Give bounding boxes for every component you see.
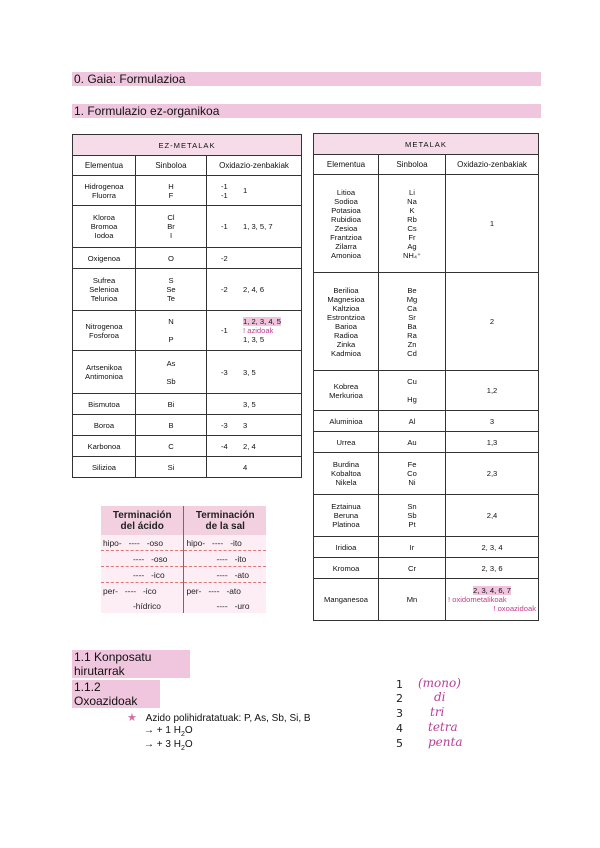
terminacion-acid-header: Terminación del ácido [101,506,184,535]
table-row [314,495,539,537]
ox-negative: -3 [221,420,228,430]
symbol-cell: Cu Hg [379,371,446,411]
symbol-cell: Ir [379,537,446,558]
symbol-cell: Bi [136,394,207,415]
sal-cell: per- ---- -ato [184,583,266,599]
ox-values: 2, 3, 4, 6, 7 [473,586,511,595]
metalak-title: METALAK [314,134,539,155]
element-cell: Litioa Sodioa Potasioa Rubidioa Zesioa Frantzioa Zilarra Amonioa [314,175,379,273]
element-cell: Bismutoa [73,394,136,415]
heading-oxoazidoak: 1.1.2 Oxoazidoak [72,680,160,708]
ox-positive: 1 [243,186,248,195]
symbol-cell: C [136,436,207,457]
table-row [73,206,302,248]
oxidation-cell [207,394,302,415]
ox-positive: 3, 5 [243,367,256,377]
element-cell: Artsenikoa Antimonioa [73,351,136,394]
note-text: ! oxoazidoak [493,604,536,613]
col-header: Elementua [314,155,379,175]
table-row [73,311,302,351]
ox-negative: -1 [221,222,228,231]
terminacion-sal-header: Terminación de la sal [184,506,266,535]
symbol-cell: As Sb [136,351,207,394]
sal-cell: hipo- ---- -ito [184,535,266,551]
element-cell: Hidrogenoa Fluorra [73,176,136,206]
col-header: Sinboloa [379,155,446,175]
symbol-cell: H F [136,176,207,206]
table-row [73,176,302,206]
ez-metalak-title: EZ-METALAK [73,135,302,156]
element-cell: Sufrea Selenioa Telurioa [73,269,136,311]
element-cell: Kobrea Merkurioa [314,371,379,411]
oxidation-cell: 2, 3, 6 [446,558,539,579]
oxidation-cell [446,579,539,621]
table-row [73,248,302,269]
ox-positive: 1, 2, 3, 4, 5 [243,317,281,326]
acid-cell: -hídrico [101,598,184,613]
heading-formulazio: 1. Formulazio ez-organikoa [72,104,541,118]
prefix-handwritten: penta [428,735,463,749]
symbol-cell: Si [136,457,207,478]
element-cell: Silizioa [73,457,136,478]
acid-cell: per- ---- -ico [101,583,184,599]
element-cell: Oxigenoa [73,248,136,269]
prefix-handwritten: di [434,690,446,704]
symbol-cell: N P [136,311,207,351]
symbol-cell: Sn Sb Pt [379,495,446,537]
col-header: Oxidazio-zenbakiak [207,156,302,176]
prefix-number: 3 [396,707,403,720]
terminacion-table [101,506,266,613]
ox-negative: -4 [221,441,228,451]
symbol-cell: Fe Co Ni [379,453,446,495]
prefix-number: 2 [396,692,403,705]
element-cell: Eztainua Beruna Platinoa [314,495,379,537]
prefix-number: 4 [396,722,403,735]
oxidation-cell: 2 [446,273,539,371]
water-line-2 [144,739,193,752]
prefix-number: 1 [396,678,403,691]
element-cell: Berilioa Magnesioa Kaltzioa Estrontzioa Barioa Radioa Zinka Kadmioa [314,273,379,371]
ox-negative: -1 [221,326,228,335]
prefix-handwritten: tetra [428,720,458,734]
bullet-text: Azido polihidratatuak: P, As, Sb, Si, B [145,713,311,724]
acid-cell: hipo- ---- -oso [101,535,184,551]
element-cell: Burdina Kobaltoa Nikela [314,453,379,495]
ox-positive: 1, 3, 5 [243,335,265,344]
oxidation-cell: 1,2 [446,371,539,411]
water-sub: 2 [180,745,185,752]
symbol-cell: Be Mg Ca Sr Ba Ra Zn Cd [379,273,446,371]
ox-negative: -2 [221,285,228,294]
water-line-1 [144,725,193,738]
sal-cell: ---- -ato [184,567,266,583]
symbol-cell: S Se Te [136,269,207,311]
table-row [73,436,302,457]
ox-positive: 2, 4, 6 [243,285,265,294]
table-row [73,394,302,415]
ox-positive: 3, 5 [243,399,256,409]
ox-negative: -2 [221,253,228,263]
element-cell: Nitrogenoa Fosforoa [73,311,136,351]
table-row [314,558,539,579]
table-row [73,457,302,478]
element-cell: Boroa [73,415,136,436]
col-header: Sinboloa [136,156,207,176]
element-cell: Karbonoa [73,436,136,457]
table-row [314,411,539,432]
ox-positive [243,317,281,344]
prefix-handwritten: tri [430,705,445,719]
oxidation-cell [207,269,302,311]
ox-positive: 1, 3, 5, 7 [243,222,273,231]
ox-positive: 2, 4 [243,441,256,451]
oxidation-cell: 2, 3, 4 [446,537,539,558]
water-text: → + 3 H [144,739,181,750]
col-header: Elementua [73,156,136,176]
table-row [73,269,302,311]
element-cell: Manganesoa [314,579,379,621]
oxidation-cell [207,436,302,457]
prefix-handwritten: (mono) [418,676,461,690]
element-cell: Aluminioa [314,411,379,432]
water-text: → + 1 H [144,725,181,736]
star-icon: ★ [127,712,137,724]
water-o: O [184,725,193,736]
bullet-line [127,711,311,724]
table-row [314,371,539,411]
symbol-cell: Al [379,411,446,432]
table-row [314,453,539,495]
element-cell: Kromoa [314,558,379,579]
heading-konposatu: 1.1 Konposatu hirutarrak [72,650,190,678]
symbol-cell: Cr [379,558,446,579]
oxidation-cell [207,351,302,394]
oxidation-cell: 2,3 [446,453,539,495]
symbol-cell: B [136,415,207,436]
symbol-cell: Li Na K Rb Cs Fr Ag NH₄⁺ [379,175,446,273]
oxidation-cell: 1,3 [446,432,539,453]
element-cell: Iridioa [314,537,379,558]
oxidation-cell [207,457,302,478]
table-row [73,351,302,394]
ox-positive: 3 [243,420,248,430]
acid-cell: ---- -ico [101,567,184,583]
col-header: Oxidazio-zenbakiak [446,155,539,175]
oxidation-cell: 2,4 [446,495,539,537]
symbol-cell: O [136,248,207,269]
acid-cell: ---- -oso [101,551,184,567]
oxidation-cell [207,176,302,206]
table-row [314,432,539,453]
prefix-number: 5 [396,737,403,750]
table-row [314,537,539,558]
symbol-cell: Au [379,432,446,453]
heading-gaia: 0. Gaia: Formulazioa [72,72,541,86]
note-text: ! azidoak [243,326,274,335]
symbol-cell: Cl Br I [136,206,207,248]
oxidation-cell [207,311,302,351]
oxidation-cell: 3 [446,411,539,432]
table-row [73,415,302,436]
ox-positive: 4 [243,462,248,472]
symbol-cell: Mn [379,579,446,621]
water-o: O [184,739,193,750]
oxidation-cell [207,248,302,269]
water-sub: 2 [180,731,185,738]
element-cell: Urrea [314,432,379,453]
element-cell: Kloroa Bromoa Iodoa [73,206,136,248]
ez-metalak-table [72,134,302,478]
sal-cell: ---- -uro [184,598,266,613]
table-row [314,273,539,371]
ox-negative: -1 -1 [221,181,228,200]
sal-cell: ---- -ito [184,551,266,567]
oxidation-cell: 1 [446,175,539,273]
note-text: ! oxidometalikoak [448,595,507,604]
ox-negative: -3 [221,367,228,377]
metalak-table [313,133,539,621]
oxidation-cell [207,206,302,248]
table-row [314,175,539,273]
oxidation-cell [207,415,302,436]
table-row [314,579,539,621]
